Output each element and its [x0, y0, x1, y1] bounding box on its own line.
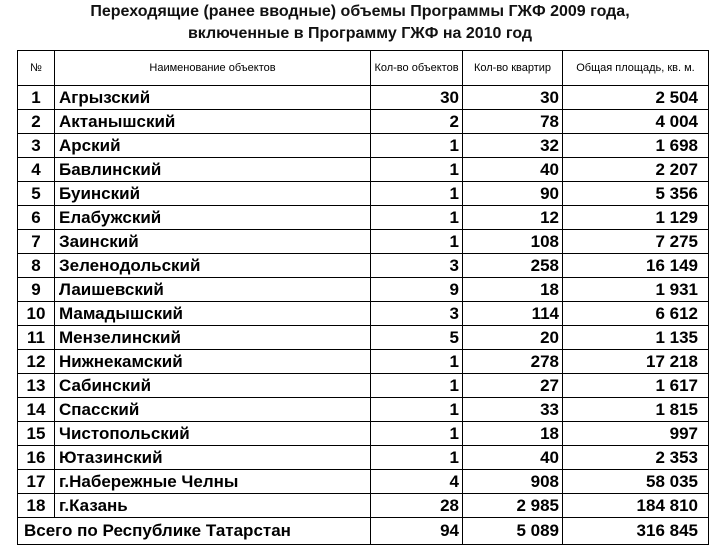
- row-number: 7: [18, 230, 55, 254]
- apartments-count: 20: [463, 326, 563, 350]
- table-row: [18, 398, 709, 422]
- objects-count: 1: [371, 398, 463, 422]
- objects-count: 30: [371, 86, 463, 110]
- table-row: [18, 158, 709, 182]
- row-number: 3: [18, 134, 55, 158]
- objects-count: 28: [371, 494, 463, 518]
- total-area: 6 612: [563, 302, 709, 326]
- row-number: 14: [18, 398, 55, 422]
- total-area: 58 035: [563, 470, 709, 494]
- objects-count: 9: [371, 278, 463, 302]
- total-area: 5 356: [563, 182, 709, 206]
- table-row: [18, 206, 709, 230]
- objects-count: 2: [371, 110, 463, 134]
- apartments-count: 278: [463, 350, 563, 374]
- table-row: [18, 134, 709, 158]
- header-name: Наименование объектов: [55, 51, 371, 86]
- total-area: 16 149: [563, 254, 709, 278]
- table-row: [18, 230, 709, 254]
- region-name: Сабинский: [55, 374, 371, 398]
- row-number: 15: [18, 422, 55, 446]
- region-name: Заинский: [55, 230, 371, 254]
- programme-table-wrapper: [17, 50, 709, 545]
- document-title: [0, 1, 720, 45]
- region-name: г.Набережные Челны: [55, 470, 371, 494]
- region-name: Бавлинский: [55, 158, 371, 182]
- region-name: Актанышский: [55, 110, 371, 134]
- region-name: Буинский: [55, 182, 371, 206]
- region-name: Ютазинский: [55, 446, 371, 470]
- row-number: 2: [18, 110, 55, 134]
- region-name: Чистопольский: [55, 422, 371, 446]
- header-area: Общая площадь, кв. м.: [563, 51, 709, 86]
- apartments-count: 40: [463, 446, 563, 470]
- apartments-count: 114: [463, 302, 563, 326]
- table-row: [18, 302, 709, 326]
- table-row: [18, 254, 709, 278]
- table-row: [18, 278, 709, 302]
- total-area: 1 931: [563, 278, 709, 302]
- objects-count: 1: [371, 134, 463, 158]
- total-area: 1 698: [563, 134, 709, 158]
- header-num: №: [18, 51, 55, 86]
- row-number: 9: [18, 278, 55, 302]
- title-line-2: включенные в Программу ГЖФ на 2010 год: [187, 25, 533, 42]
- objects-count: 1: [371, 350, 463, 374]
- apartments-count: 2 985: [463, 494, 563, 518]
- apartments-count: 40: [463, 158, 563, 182]
- table-row: [18, 422, 709, 446]
- total-area: 184 810: [563, 494, 709, 518]
- objects-count: 1: [371, 230, 463, 254]
- apartments-count: 30: [463, 86, 563, 110]
- table-row: [18, 182, 709, 206]
- region-name: Спасский: [55, 398, 371, 422]
- header-objects: Кол-во объектов: [371, 51, 463, 86]
- row-number: 13: [18, 374, 55, 398]
- row-number: 4: [18, 158, 55, 182]
- objects-count: 1: [371, 374, 463, 398]
- row-number: 18: [18, 494, 55, 518]
- total-area: 1 617: [563, 374, 709, 398]
- table-row: [18, 470, 709, 494]
- objects-count: 1: [371, 182, 463, 206]
- apartments-count: 108: [463, 230, 563, 254]
- objects-count: 3: [371, 254, 463, 278]
- region-name: Лаишевский: [55, 278, 371, 302]
- region-name: Арский: [55, 134, 371, 158]
- total-area: 2 353: [563, 446, 709, 470]
- table-row: [18, 374, 709, 398]
- header-apartments: Кол-во квартир: [463, 51, 563, 86]
- apartments-count: 18: [463, 278, 563, 302]
- table-row: [18, 446, 709, 470]
- table-row: [18, 86, 709, 110]
- row-number: 6: [18, 206, 55, 230]
- objects-count: 3: [371, 302, 463, 326]
- objects-count: 1: [371, 422, 463, 446]
- apartments-count: 27: [463, 374, 563, 398]
- table-row: [18, 494, 709, 518]
- apartments-count: 78: [463, 110, 563, 134]
- apartments-count: 908: [463, 470, 563, 494]
- region-name: Мензелинский: [55, 326, 371, 350]
- table-row: [18, 110, 709, 134]
- total-area: 4 004: [563, 110, 709, 134]
- apartments-count: 33: [463, 398, 563, 422]
- table-header-row: [18, 51, 709, 86]
- total-area: 7 275: [563, 230, 709, 254]
- table-total-row: [18, 518, 709, 545]
- row-number: 16: [18, 446, 55, 470]
- apartments-count: 12: [463, 206, 563, 230]
- total-apartments: 5 089: [463, 518, 563, 545]
- total-area: 1 129: [563, 206, 709, 230]
- programme-table: [17, 50, 709, 545]
- row-number: 12: [18, 350, 55, 374]
- total-objects: 94: [371, 518, 463, 545]
- apartments-count: 32: [463, 134, 563, 158]
- total-area: 1 135: [563, 326, 709, 350]
- total-area: 1 815: [563, 398, 709, 422]
- region-name: Агрызский: [55, 86, 371, 110]
- table-row: [18, 326, 709, 350]
- total-label: Всего по Республике Татарстан: [18, 518, 371, 545]
- region-name: Нижнекамский: [55, 350, 371, 374]
- apartments-count: 18: [463, 422, 563, 446]
- title-line-1: Переходящие (ранее вводные) объемы Программы ГЖФ 2009 года,: [90, 3, 630, 20]
- row-number: 11: [18, 326, 55, 350]
- region-name: Зеленодольский: [55, 254, 371, 278]
- region-name: г.Казань: [55, 494, 371, 518]
- total-area: 17 218: [563, 350, 709, 374]
- objects-count: 1: [371, 206, 463, 230]
- total-area: 2 504: [563, 86, 709, 110]
- objects-count: 5: [371, 326, 463, 350]
- row-number: 5: [18, 182, 55, 206]
- objects-count: 4: [371, 470, 463, 494]
- table-body: [18, 86, 709, 545]
- objects-count: 1: [371, 158, 463, 182]
- row-number: 1: [18, 86, 55, 110]
- total-area: 2 207: [563, 158, 709, 182]
- objects-count: 1: [371, 446, 463, 470]
- total-area-sum: 316 845: [563, 518, 709, 545]
- total-area: 997: [563, 422, 709, 446]
- row-number: 8: [18, 254, 55, 278]
- apartments-count: 258: [463, 254, 563, 278]
- row-number: 10: [18, 302, 55, 326]
- row-number: 17: [18, 470, 55, 494]
- apartments-count: 90: [463, 182, 563, 206]
- table-row: [18, 350, 709, 374]
- region-name: Елабужский: [55, 206, 371, 230]
- region-name: Мамадышский: [55, 302, 371, 326]
